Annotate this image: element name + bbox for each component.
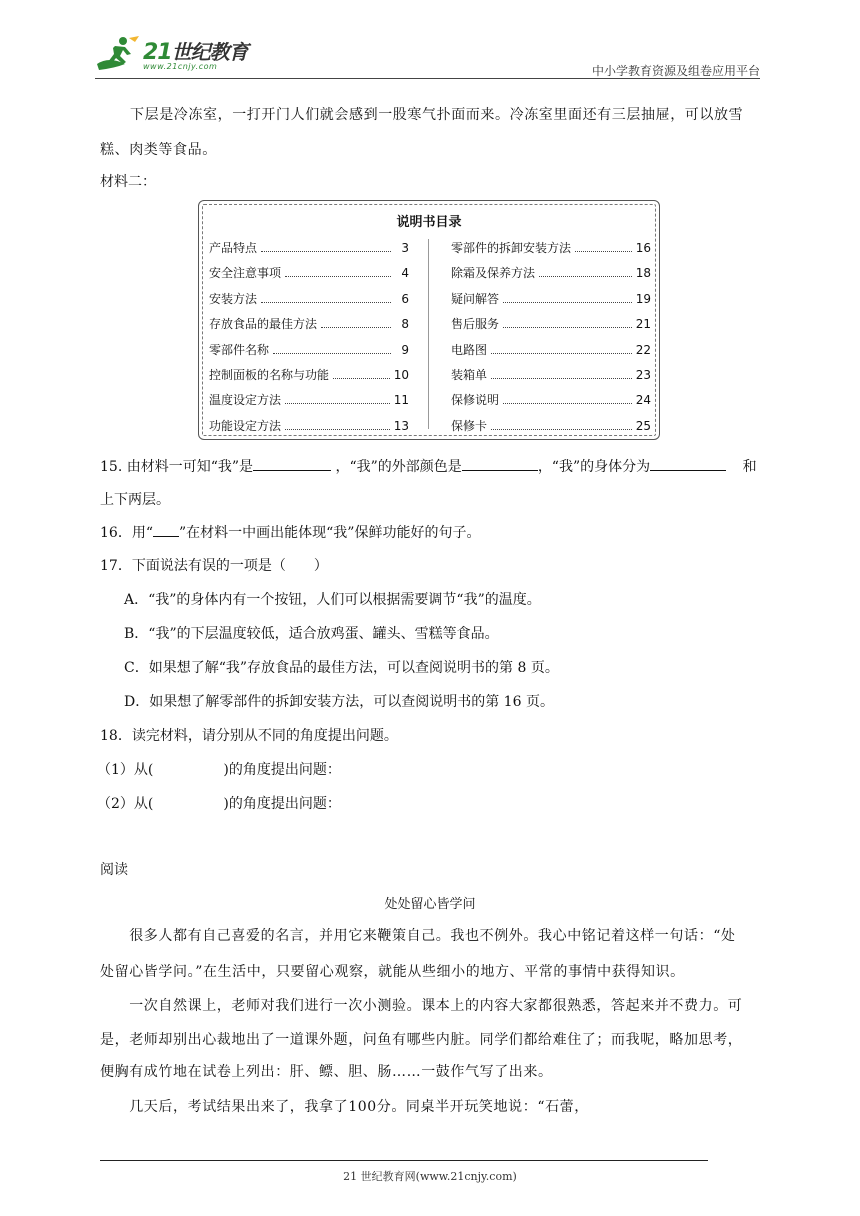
story-line-6: 几天后，考试结果出来了，我拿了100分。同桌半开玩笑地说：“石蕾， xyxy=(100,1099,589,1115)
runner-logo-icon xyxy=(95,34,141,74)
toc-entry-name: 除霜及保养方法 xyxy=(451,266,536,281)
toc-entry-page: 16 xyxy=(635,241,651,255)
toc-entry xyxy=(451,239,651,264)
toc-entry-name: 电路图 xyxy=(451,342,488,357)
toc-entry-name: 零部件的拆卸安装方法 xyxy=(451,241,572,255)
toc-entry xyxy=(209,341,409,366)
toc-entry-page: 13 xyxy=(393,418,409,433)
header-platform-name: 中小学教育资源及组卷应用平台 xyxy=(591,64,760,78)
toc-leader-dots xyxy=(261,302,391,303)
q15-blank-3[interactable] xyxy=(650,456,726,471)
toc-entry-name: 温度设定方法 xyxy=(209,393,282,408)
logo-text: 21世纪教育 xyxy=(143,40,248,65)
question-15: 15. 由材料一可知“我”是 ，“我”的外部颜色是 ，“我”的身体分为 和 xyxy=(100,456,760,477)
toc-entry-page: 19 xyxy=(635,291,651,306)
question-15-line-2: 上下两层。 xyxy=(100,492,170,508)
toc-leader-dots xyxy=(503,403,632,404)
q15-blank-2[interactable] xyxy=(462,456,538,471)
page-footer: 21 世纪教育网(www.21cnjy.com) xyxy=(343,1170,517,1183)
toc-leader-dots xyxy=(285,276,391,277)
story-title: 处处留心皆学问 xyxy=(384,897,476,912)
toc-entry xyxy=(209,239,409,264)
material1-line-1: 下层是冷冻室，一打开门人们就会感到一股寒气扑面而来。冷冻室里面还有三层抽屉，可以放雪 xyxy=(130,107,744,123)
toc-entry-name: 产品特点 xyxy=(209,241,258,255)
story-line-3: 一次自然课上，老师对我们进行一次小测验。课本上的内容大家都很熟悉，答起来并不费力。可 xyxy=(100,998,743,1014)
page-header xyxy=(95,30,760,80)
q15-blank-1[interactable] xyxy=(253,456,331,471)
toc-leader-dots xyxy=(575,251,632,252)
q17-option-c[interactable]: C．如果想了解“我”存放食品的最佳方法，可以查阅说明书的第 8 页。 xyxy=(124,660,559,676)
toc-entry xyxy=(451,290,651,315)
toc-entry-page: 10 xyxy=(393,367,409,382)
site-logo xyxy=(95,34,265,74)
toc-divider xyxy=(428,239,429,429)
q17-option-d[interactable]: D．如果想了解零部件的拆卸安装方法，可以查阅说明书的第 16 页。 xyxy=(124,694,554,710)
question-16: 16．用“ ”在材料一中画出能体现“我”保鲜功能好的句子。 xyxy=(100,525,481,541)
toc-entry-name: 保修卡 xyxy=(451,418,488,433)
material2-label: 材料二： xyxy=(100,174,156,190)
toc-entry-page: 4 xyxy=(401,266,409,281)
toc-leader-dots xyxy=(261,251,391,252)
toc-entry xyxy=(209,366,409,391)
toc-entry-name: 保修说明 xyxy=(451,393,500,408)
toc-leader-dots xyxy=(491,353,632,354)
toc-entry xyxy=(451,366,651,391)
toc-entry xyxy=(209,290,409,315)
q18-sub-2: （2）从( )的角度提出问题： xyxy=(97,796,341,812)
material1-line-2: 糕、肉类等食品。 xyxy=(100,142,217,158)
toc-leader-dots xyxy=(333,378,390,379)
toc-entry xyxy=(209,391,409,416)
question-18-stem: 18．读完材料，请分别从不同的角度提出问题。 xyxy=(100,728,398,744)
toc-entry-page: 18 xyxy=(635,266,651,281)
toc-entry-page: 6 xyxy=(401,291,409,306)
toc-entry-name: 安装方法 xyxy=(209,291,258,306)
toc-entry xyxy=(209,417,409,442)
toc-entry-page: 22 xyxy=(635,342,651,357)
toc-leader-dots xyxy=(503,327,632,328)
reading-label: 阅读 xyxy=(100,862,128,878)
toc-entry-name: 疑问解答 xyxy=(451,291,500,306)
header-divider xyxy=(95,78,760,79)
toc-entry xyxy=(451,417,651,442)
toc-entry-page: 23 xyxy=(635,367,651,382)
toc-entry xyxy=(451,264,651,289)
toc-leader-dots xyxy=(539,276,632,277)
toc-leader-dots xyxy=(491,378,632,379)
toc-entry-page: 24 xyxy=(635,393,651,408)
toc-entry xyxy=(451,391,651,416)
toc-entry xyxy=(451,315,651,340)
toc-entry-name: 控制面板的名称与功能 xyxy=(209,367,330,382)
toc-entry xyxy=(209,264,409,289)
footer-divider xyxy=(100,1160,708,1161)
toc-entry-name: 安全注意事项 xyxy=(209,266,282,281)
manual-toc-box xyxy=(198,200,660,440)
toc-entry xyxy=(209,315,409,340)
toc-entry-page: 3 xyxy=(401,241,409,255)
question-17-stem: 17．下面说法有误的一项是（ ） xyxy=(100,558,328,574)
toc-leader-dots xyxy=(273,353,391,354)
toc-right-column xyxy=(451,239,651,442)
story-line-4: 是，老师却别出心裁地出了一道课外题，问鱼有哪些内脏。同学们都给难住了；而我呢，略加思考， xyxy=(100,1032,743,1048)
story-line-1: 很多人都有自己喜爱的名言，并用它来鞭策自己。我也不例外。我心中铭记着这样一句话：“处 xyxy=(100,928,736,944)
toc-title: 说明书目录 xyxy=(396,215,462,230)
toc-entry-page: 25 xyxy=(635,418,651,433)
q17-option-b[interactable]: B．“我”的下层温度较低，适合放鸡蛋、罐头、雪糕等食品。 xyxy=(124,626,499,642)
toc-leader-dots xyxy=(285,429,390,430)
toc-entry-page: 21 xyxy=(635,317,651,332)
toc-leader-dots xyxy=(491,429,632,430)
toc-entry-name: 存放食品的最佳方法 xyxy=(209,317,318,332)
toc-entry-page: 9 xyxy=(401,342,409,357)
toc-entry-name: 装箱单 xyxy=(451,367,488,382)
toc-leader-dots xyxy=(321,327,391,328)
toc-entry-name: 零部件名称 xyxy=(209,342,270,357)
q16-underline-mark xyxy=(153,524,179,537)
q17-option-a[interactable]: A．“我”的身体内有一个按钮，人们可以根据需要调节“我”的温度。 xyxy=(124,592,541,608)
story-line-5: 便胸有成竹地在试卷上列出：肝、鳔、胆、肠……一鼓作气写了出来。 xyxy=(100,1064,553,1080)
toc-leader-dots xyxy=(503,302,632,303)
toc-entry xyxy=(451,341,651,366)
toc-entry-page: 11 xyxy=(393,393,409,408)
logo-url: www.21cnjy.com xyxy=(143,62,218,71)
toc-entry-name: 功能设定方法 xyxy=(209,418,282,433)
story-line-2: 处留心皆学问。”在生活中，只要留心观察，就能从些细小的地方、平常的事情中获得知识。 xyxy=(100,964,685,980)
q18-sub-1: （1）从( )的角度提出问题： xyxy=(97,762,341,778)
toc-left-column xyxy=(209,239,409,442)
toc-leader-dots xyxy=(285,403,390,404)
toc-entry-name: 售后服务 xyxy=(451,317,500,332)
toc-entry-page: 8 xyxy=(401,317,409,332)
